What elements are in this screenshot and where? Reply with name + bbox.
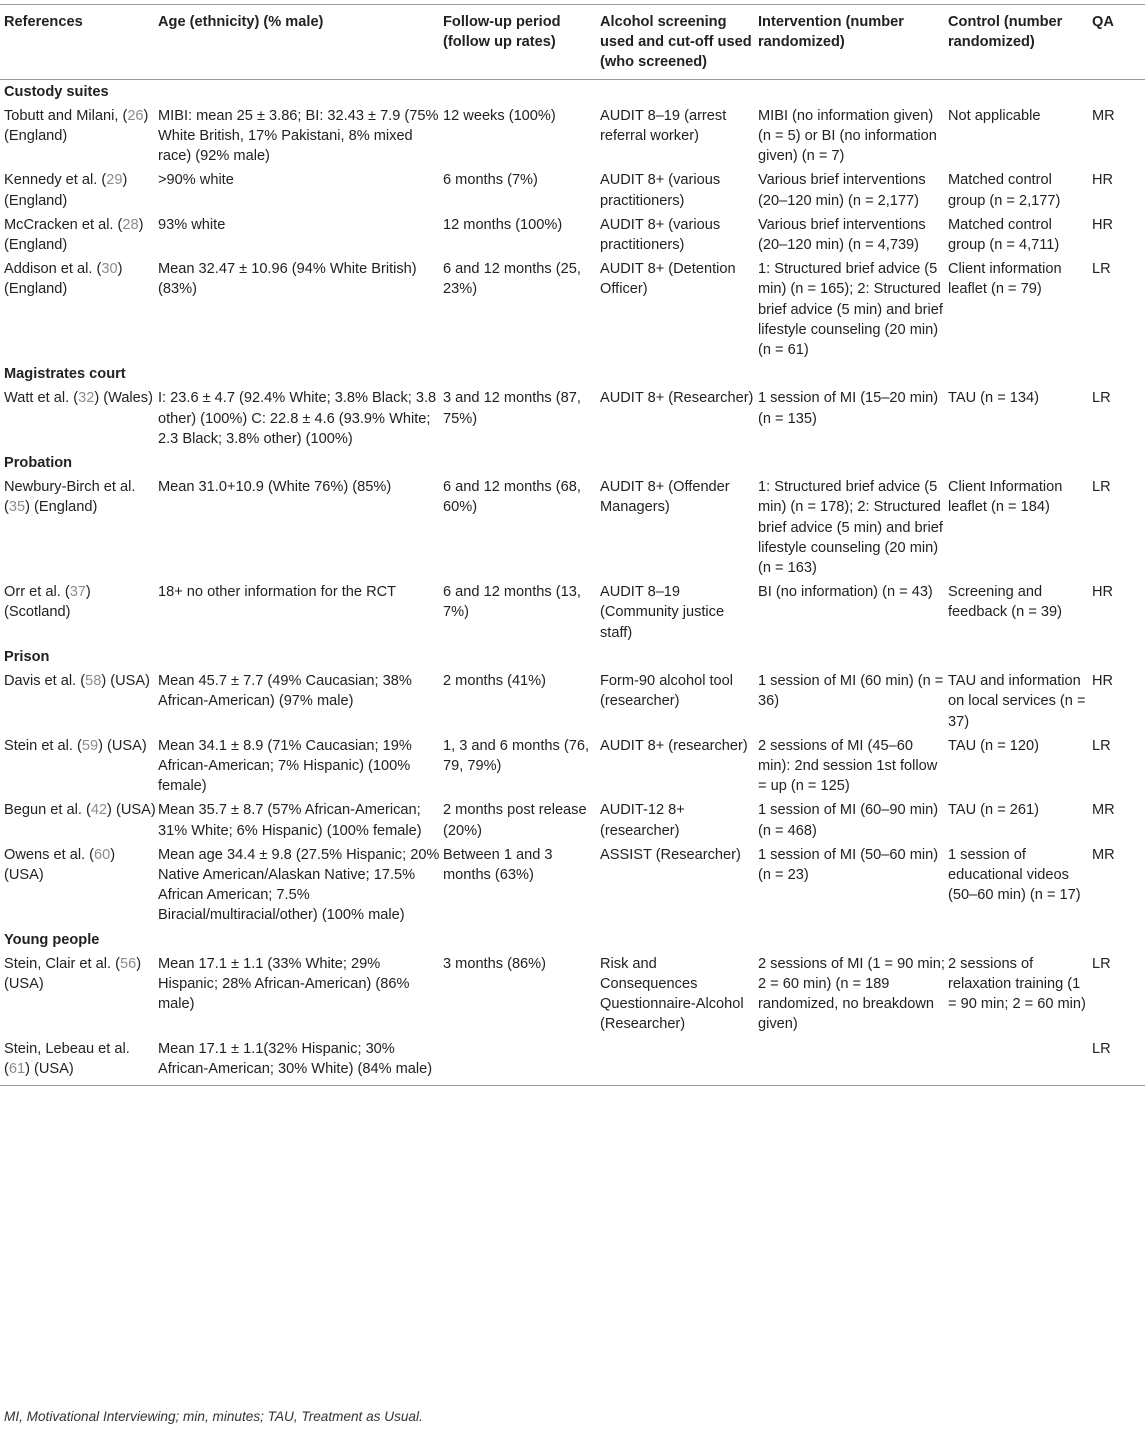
reference-cell (0, 669, 158, 734)
screening-cell: AUDIT 8+ (various practitioners) (600, 172, 721, 209)
followup-cell: 6 months (7%) (443, 172, 538, 189)
intervention-cell: MIBI (no information given) (n = 5) or BI (no information given) (n = 7) (758, 107, 937, 165)
reference-cell (0, 475, 158, 580)
qa-cell: HR (1092, 673, 1114, 690)
control-cell: Client Information leaflet (n = 184) (948, 479, 1063, 516)
table-row (0, 843, 1145, 928)
reference-cell (0, 257, 158, 362)
control-cell: Client information leaflet (n = 79) (948, 261, 1062, 298)
header-qa: QA (1092, 5, 1145, 80)
intervention-cell (758, 1037, 948, 1086)
table-row (0, 168, 1145, 212)
age-cell: Mean age 34.4 ± 9.8 (27.5% Hispanic; 20% Native American/Alaskan Native; 17.5% African American; 7.5% Biracial/multiracial/other) (100% male) (158, 846, 440, 924)
reference-country: ) (England) (4, 172, 128, 209)
qa-cell: MR (1092, 846, 1115, 863)
reference-cell (0, 1037, 158, 1086)
control-cell: Matched control group (n = 4,711) (948, 216, 1060, 254)
reference-text: Owens et al. ( (4, 846, 95, 863)
citation-link[interactable]: 61 (8, 1060, 26, 1077)
citation-link[interactable]: 59 (81, 737, 99, 754)
reference-country: ) (USA) (98, 737, 147, 754)
reference-country: ) (Scotland) (4, 584, 91, 621)
reference-cell (0, 213, 158, 257)
qa-cell: LR (1092, 1037, 1145, 1086)
citation-link[interactable]: 60 (94, 846, 111, 863)
reference-text: Addison et al. ( (4, 261, 102, 278)
table-row (0, 1037, 1145, 1086)
followup-cell: 1, 3 and 6 months (76, 79, 79%) (443, 737, 590, 774)
followup-cell: 3 and 12 months (87, 75%) (443, 390, 581, 427)
section-label: Custody suites (4, 83, 109, 100)
reference-country: ) (Wales) (94, 390, 153, 407)
age-cell: Mean 34.1 ± 8.9 (71% Caucasian; 19% African-American; 7% Hispanic) (100% female) (158, 737, 412, 795)
followup-cell: 6 and 12 months (68, 60%) (443, 479, 581, 516)
header-intervention: Intervention (number randomized) (758, 5, 948, 80)
intervention-cell: 1 session of MI (50–60 min) (n = 23) (758, 846, 939, 883)
table-header-row (0, 5, 1145, 80)
qa-cell: LR (1092, 955, 1111, 972)
header-screening: Alcohol screening used and cut-off used (who screened) (600, 5, 758, 80)
header-references: References (0, 5, 158, 80)
age-cell: 93% white (158, 216, 226, 233)
qa-cell: HR (1092, 216, 1114, 233)
intervention-cell: 2 sessions of MI (1 = 90 min; 2 = 60 min) (n = 189 randomized, no breakdown given) (758, 955, 945, 1033)
intervention-cell: 1: Structured brief advice (5 min) (n = 178); 2: Structured brief advice (5 min) and brief lifestyle counseling (20 min) (n = 163) (758, 479, 943, 577)
screening-cell: AUDIT 8+ (Offender Managers) (600, 479, 730, 516)
section-label: Probation (4, 455, 73, 472)
reference-text: Stein et al. ( (4, 737, 82, 754)
reference-country: ) (England) (4, 216, 144, 254)
followup-cell: 2 months post release (20%) (443, 802, 587, 839)
age-cell: Mean 45.7 ± 7.7 (49% Caucasian; 38% African-American) (97% male) (158, 673, 412, 710)
age-cell: I: 23.6 ± 4.7 (92.4% White; 3.8% Black; 3.8 other) (100%) C: 22.8 ± 4.6 (93.9% White; 2.3 Black; 3.8% other) (100%) (158, 390, 437, 447)
control-cell: 2 sessions of relaxation training (1 = 90 min; 2 = 60 min) (948, 955, 1086, 1013)
reference-cell (0, 386, 158, 451)
citation-link[interactable]: 37 (69, 584, 86, 601)
intervention-cell: Various brief interventions (20–120 min) (n = 2,177) (758, 172, 926, 209)
screening-cell: AUDIT-12 8+ (researcher) (600, 802, 685, 839)
section-row (0, 362, 1145, 386)
reference-text: McCracken et al. ( (4, 216, 123, 233)
citation-link[interactable]: 29 (106, 172, 123, 189)
table-footnote: MI, Motivational Interviewing; min, minutes; TAU, Treatment as Usual. (4, 1409, 423, 1424)
intervention-cell: 1 session of MI (60 min) (n = 36) (758, 673, 944, 710)
reference-country: ) (England) (4, 261, 123, 298)
control-cell: 1 session of educational videos (50–60 min) (n = 17) (948, 846, 1081, 904)
qa-cell: LR (1092, 479, 1111, 496)
control-cell (948, 1037, 1092, 1086)
section-label: Magistrates court (4, 366, 126, 383)
reference-text: Orr et al. ( (4, 584, 70, 601)
qa-cell: MR (1092, 802, 1115, 819)
screening-cell: AUDIT 8+ (Detention Officer) (600, 261, 736, 298)
intervention-cell: 1 session of MI (15–20 min) (n = 135) (758, 390, 939, 427)
reference-text: Tobutt and Milani, ( (4, 107, 128, 124)
reference-country: ) (England) (25, 499, 98, 516)
citation-link[interactable]: 42 (90, 802, 108, 819)
screening-cell: AUDIT 8–19 (Community justice staff) (600, 584, 725, 641)
table-row (0, 734, 1145, 799)
control-cell: Matched control group (n = 2,177) (948, 172, 1061, 209)
table-row (0, 386, 1145, 451)
table-row (0, 213, 1145, 257)
references-table (0, 4, 1145, 1086)
followup-cell: 12 weeks (100%) (443, 107, 556, 124)
table-row (0, 257, 1145, 362)
reference-cell (0, 843, 158, 928)
control-cell: TAU and information on local services (n = 37) (948, 673, 1086, 730)
followup-cell: Between 1 and 3 months (63%) (443, 846, 553, 883)
intervention-cell: 2 sessions of MI (45–60 min): 2nd session 1st follow = up (n = 125) (758, 737, 938, 795)
reference-cell (0, 580, 158, 645)
age-cell: >90% white (158, 172, 234, 189)
reference-country: ) (USA) (4, 846, 116, 883)
citation-link[interactable]: 56 (119, 955, 137, 972)
table-row (0, 669, 1145, 734)
followup-cell: 6 and 12 months (25, 23%) (443, 261, 581, 298)
qa-cell: HR (1092, 172, 1114, 189)
age-cell: MIBI: mean 25 ± 3.86; BI: 32.43 ± 7.9 (75% White British, 17% Pakistani, 8% mixed race) (92% male) (158, 107, 439, 165)
screening-cell: ASSIST (Researcher) (600, 846, 741, 863)
control-cell: TAU (n = 134) (948, 390, 1039, 407)
section-row (0, 451, 1145, 475)
reference-text: Watt et al. ( (4, 390, 79, 407)
reference-text: Kennedy et al. ( (4, 172, 107, 189)
table-row (0, 580, 1145, 645)
header-control: Control (number randomized) (948, 5, 1092, 80)
reference-text: Stein, Clair et al. ( (4, 955, 120, 972)
qa-cell: MR (1092, 107, 1115, 124)
section-row (0, 645, 1145, 669)
reference-cell (0, 952, 158, 1037)
header-followup: Follow-up period (follow up rates) (443, 5, 600, 80)
intervention-cell: 1: Structured brief advice (5 min) (n = 165); 2: Structured brief advice (5 min) and brief lifestyle counseling (20 min) (n = 61) (758, 261, 943, 359)
reference-text: Newbury-Birch et al. ( (4, 479, 136, 516)
citation-link[interactable]: 35 (8, 499, 26, 516)
screening-cell: AUDIT 8+ (researcher) (600, 737, 748, 754)
table-body (0, 79, 1145, 1085)
section-label: Prison (4, 648, 50, 665)
header-age: Age (ethnicity) (% male) (158, 5, 443, 80)
screening-cell: AUDIT 8–19 (arrest referral worker) (600, 107, 727, 145)
age-cell: 18+ no other information for the RCT (158, 584, 397, 601)
control-cell: TAU (n = 120) (948, 737, 1039, 754)
reference-cell (0, 104, 158, 169)
control-cell: Not applicable (948, 107, 1041, 124)
intervention-cell: 1 session of MI (60–90 min) (n = 468) (758, 802, 939, 839)
reference-cell (0, 734, 158, 799)
reference-country: ) (USA) (101, 673, 150, 690)
control-cell: Screening and feedback (n = 39) (948, 584, 1062, 621)
age-cell: Mean 17.1 ± 1.1 (33% White; 29% Hispanic; 28% African-American) (86% male) (158, 955, 410, 1013)
followup-cell: 3 months (86%) (443, 955, 547, 972)
screening-cell (600, 1037, 758, 1086)
intervention-cell: Various brief interventions (20–120 min) (n = 4,739) (758, 216, 926, 254)
reference-country: ) (England) (4, 107, 149, 145)
followup-cell: 12 months (100%) (443, 216, 563, 233)
citation-link[interactable]: 32 (78, 390, 95, 407)
table-row (0, 475, 1145, 580)
reference-text: Stein, Lebeau et al. ( (4, 1040, 130, 1077)
control-cell: TAU (n = 261) (948, 802, 1039, 819)
qa-cell: LR (1092, 737, 1111, 754)
reference-cell (0, 168, 158, 212)
followup-cell (443, 1037, 600, 1086)
intervention-cell: BI (no information) (n = 43) (758, 584, 933, 601)
qa-cell: HR (1092, 584, 1114, 601)
age-cell: Mean 35.7 ± 8.7 (57% African-American; 31% White; 6% Hispanic) (100% female) (158, 802, 422, 839)
reference-country: ) (USA) (4, 955, 142, 992)
screening-cell: Risk and Consequences Questionnaire-Alcohol (Researcher) (600, 955, 744, 1033)
screening-cell: AUDIT 8+ (various practitioners) (600, 216, 721, 254)
table-row (0, 952, 1145, 1037)
section-label: Young people (4, 931, 100, 948)
reference-text: Davis et al. ( (4, 673, 86, 690)
followup-cell: 6 and 12 months (13, 7%) (443, 584, 581, 621)
qa-cell: LR (1092, 261, 1111, 278)
citation-link[interactable]: 30 (101, 261, 118, 278)
screening-cell: AUDIT 8+ (Researcher) (600, 390, 754, 407)
reference-country: ) (USA) (25, 1060, 74, 1077)
age-cell: Mean 31.0+10.9 (White 76%) (85%) (158, 479, 392, 496)
table-row (0, 104, 1145, 169)
screening-cell: Form-90 alcohol tool (researcher) (600, 673, 734, 710)
citation-link[interactable]: 28 (122, 216, 139, 233)
reference-country: ) (USA) (107, 802, 156, 819)
age-cell: Mean 32.47 ± 10.96 (94% White British) (83%) (158, 261, 417, 298)
citation-link[interactable]: 58 (85, 673, 102, 690)
reference-cell (0, 798, 158, 842)
section-row (0, 928, 1145, 952)
qa-cell: LR (1092, 390, 1111, 407)
reference-text: Begun et al. ( (4, 802, 91, 819)
section-row (0, 79, 1145, 104)
age-cell: Mean 17.1 ± 1.1(32% Hispanic; 30% African-American; 30% White) (84% male) (158, 1037, 443, 1086)
table-row (0, 798, 1145, 842)
followup-cell: 2 months (41%) (443, 673, 547, 690)
citation-link[interactable]: 26 (127, 107, 144, 124)
